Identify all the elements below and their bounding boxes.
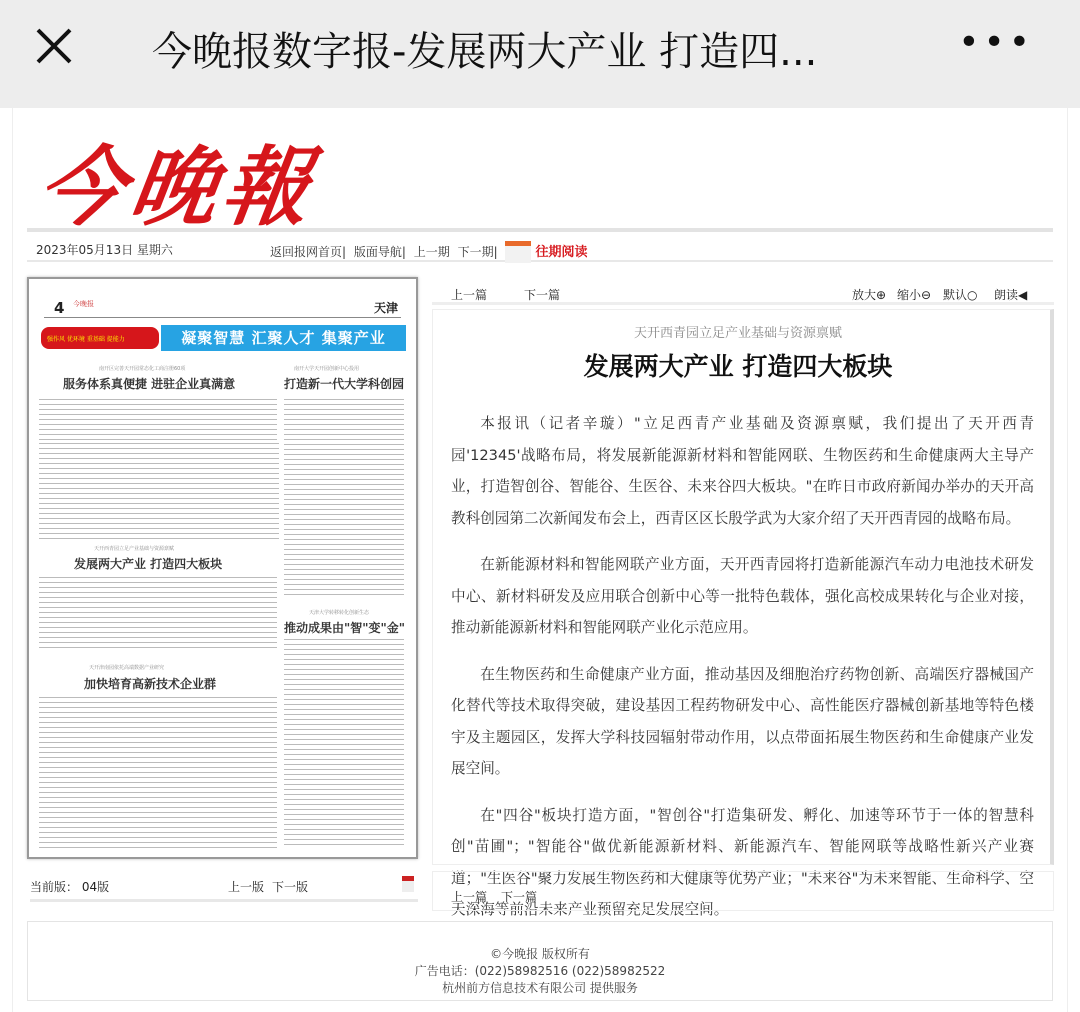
next-article-link[interactable]: 下一篇 <box>524 288 561 302</box>
thumb-headline[interactable]: 服务体系真便捷 进驻企业真满意 <box>63 377 236 391</box>
issue-date: 2023年05月13日 星期六 <box>36 243 173 257</box>
article-bottom-nav <box>432 871 1054 911</box>
article-title: 发展两大产业 打造四大板块 <box>583 352 893 381</box>
pdf-icon[interactable] <box>402 876 414 892</box>
thumb-subtitle: 天开津南园依托高端数据产业研究 <box>89 665 165 671</box>
prev-article-link[interactable]: 上一篇 <box>451 288 488 302</box>
thumb-headline[interactable]: 发展两大产业 打造四大板块 <box>74 557 223 571</box>
thumb-text-block <box>284 637 404 849</box>
close-icon[interactable] <box>30 22 78 70</box>
article-paragraph: 在"四谷"板块打造方面，"智创谷"打造集研发、孵化、加速等环节于一体的智慧科创"苗圃"；"智能谷"做优新能源新材料、新能源汽车、智能网联等战略性新兴产业赛道；"生医谷"聚力发展生物医药和大健康等优势产业；"未来谷"为未来智能、生命科学、空天深海等前沿未来产业预留充足发展空间。 <box>451 806 1034 918</box>
site-footer <box>27 921 1053 1001</box>
ad-phone: 广告电话：(022)58982516 (022)58982522 <box>414 964 666 978</box>
newspaper-logo[interactable]: 今晚報 <box>31 137 323 238</box>
thumb-text-block <box>39 695 277 850</box>
service-provider: 杭州前方信息技术有限公司 提供服务 <box>442 981 638 995</box>
page-thumbnail[interactable] <box>27 277 418 859</box>
thumb-subtitle: 南开大学天开园创新中心投用 <box>294 366 360 372</box>
home-link[interactable]: 返回报网首页| <box>270 245 347 259</box>
thumb-text-block <box>284 397 404 597</box>
page-title: 今晚报数字报-发展两大产业 打造四... <box>152 29 818 75</box>
thumb-subtitle: 南开区完善天开园常态化工商注册60项 <box>99 366 186 372</box>
date-bar <box>27 228 1053 262</box>
more-options-icon[interactable]: ••• <box>958 22 1034 63</box>
issue-nav <box>270 241 591 263</box>
thumb-headline[interactable]: 加快培育高新技术企业群 <box>84 677 217 691</box>
read-aloud-button[interactable]: 朗读◀ <box>994 288 1028 302</box>
thumb-text-block <box>39 575 277 651</box>
article-body <box>451 408 1034 941</box>
calendar-icon[interactable] <box>505 241 531 263</box>
prev-page-link[interactable]: 上一版 <box>228 880 265 894</box>
article-paragraph: 在生物医药和生命健康产业方面，推动基因及细胞治疗药物创新、高端医疗器械国产化替代等技术取得突破，建设基因工程药物研发中心、高性能医疗器械创新基地等特色楼宇及主题园区，发挥大学科技园辐射带动作用，以点带面拓展生物医药和生命健康产业发展空间。 <box>451 665 1034 777</box>
thumb-subtitle: 天开西青园立足产业基础与资源禀赋 <box>94 546 175 552</box>
copyright: ©今晚报 版权所有 <box>490 947 590 961</box>
prev-article-link[interactable]: 上一篇 <box>451 890 488 904</box>
section-nav-link[interactable]: 版面导航| <box>353 245 406 259</box>
next-article-link[interactable]: 下一篇 <box>501 890 538 904</box>
thumb-blue-banner: 凝聚智慧 汇聚人才 集聚产业 <box>161 325 406 351</box>
article-paragraph: 本报讯（记者辛璇）"立足西青产业基础及资源禀赋，我们提出了天开西青园'12345'战略布局，将发展新能源新材料和智能网联、生物医药和生命健康两大主导产业，打造智创谷、智能谷、生医谷、未来谷四大板块。"在昨日市政府新闻办举办的天开高教科创园第二次新闻发布会上，西青区区长殷学武为大家介绍了天开西青园的战略布局。 <box>451 415 1034 527</box>
thumb-text-block <box>39 441 279 541</box>
article-paragraph: 在新能源材料和智能网联产业方面，天开西青园将打造新能源汽车动力电池技术研发中心、新材料研发及应用联合创新中心等一批特色载体，强化高校成果转化与企业对接，推动新能源新材料和智能网联产业化示范应用。 <box>451 556 1034 636</box>
zoom-in-button[interactable]: 放大⊕ <box>852 288 887 302</box>
zoom-out-button[interactable]: 缩小⊖ <box>897 288 932 302</box>
thumb-page-number: 4 <box>54 299 65 317</box>
page-nav-footer <box>30 876 418 902</box>
browser-topbar <box>0 0 1080 108</box>
current-page-label: 当前版： 04版 <box>30 880 110 894</box>
thumb-headline[interactable]: 推动成果由"智"变"金" <box>284 621 406 635</box>
thumb-city: 天津 <box>373 301 398 315</box>
default-size-button[interactable]: 默认○ <box>943 288 978 302</box>
next-issue-link[interactable]: 下一期| <box>457 245 498 259</box>
article-panel <box>432 277 1054 918</box>
prev-issue-link[interactable]: 上一期 <box>413 245 450 259</box>
thumb-mini-logo: 今晚报 <box>73 300 94 308</box>
article-toolbar <box>432 277 1054 305</box>
article-kicker: 天开西青园立足产业基础与资源禀赋 <box>633 326 842 341</box>
thumb-subtitle: 天津大学转移转化创新生态 <box>309 610 370 616</box>
thumb-headline[interactable]: 打造新一代大学科创园 <box>284 377 405 391</box>
divider <box>44 317 401 318</box>
thumb-red-banner: 强作风 优环境 重基础 提能力 <box>41 327 159 349</box>
past-issues-link[interactable]: 往期阅读 <box>535 245 588 260</box>
next-page-link[interactable]: 下一版 <box>272 880 309 894</box>
